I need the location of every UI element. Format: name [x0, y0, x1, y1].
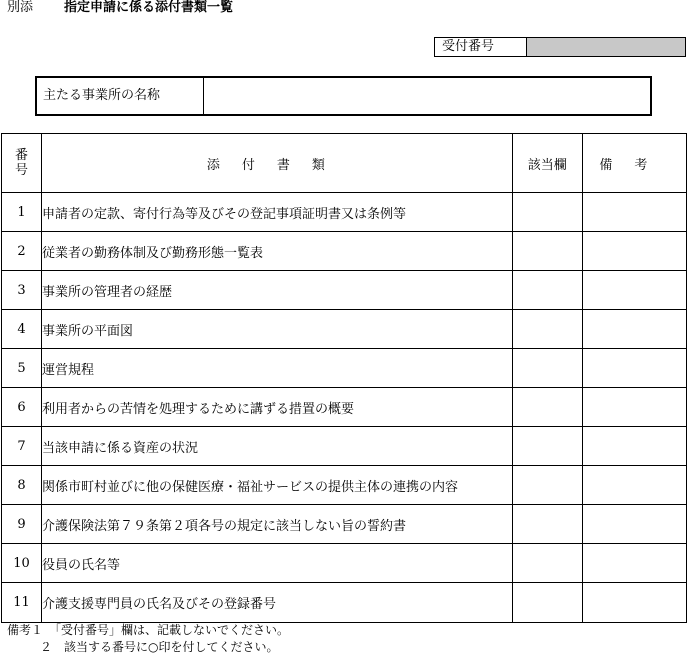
row-document: 役員の氏名等 [42, 544, 513, 583]
row-number: 11 [2, 583, 42, 623]
office-name-label: 主たる事業所の名称 [37, 78, 204, 114]
remarks-notes [7, 622, 289, 656]
row-document: 当該申請に係る資産の状況 [42, 427, 513, 466]
table-row [2, 232, 687, 271]
table-row [2, 583, 687, 623]
row-applicable-cell[interactable] [512, 232, 582, 271]
row-applicable-cell[interactable] [512, 271, 582, 310]
receipt-number-box [434, 37, 686, 57]
row-applicable-cell[interactable] [512, 505, 582, 544]
row-number: 6 [2, 388, 42, 427]
row-remarks-cell[interactable] [582, 193, 686, 232]
header-documents: 添付書類 [42, 134, 513, 193]
row-remarks-cell[interactable] [582, 349, 686, 388]
row-document: 事業所の管理者の経歴 [42, 271, 513, 310]
table-row [2, 310, 687, 349]
row-number: 2 [2, 232, 42, 271]
receipt-number-label: 受付番号 [435, 38, 527, 56]
table-row [2, 349, 687, 388]
row-remarks-cell[interactable] [582, 505, 686, 544]
row-applicable-cell[interactable] [512, 466, 582, 505]
header-number-char-2: 号 [15, 163, 29, 178]
row-number: 10 [2, 544, 42, 583]
table-header-row [2, 134, 687, 193]
row-number: 1 [2, 193, 42, 232]
row-number: 3 [2, 271, 42, 310]
row-document: 事業所の平面図 [42, 310, 513, 349]
row-applicable-cell[interactable] [512, 583, 582, 623]
row-number: 5 [2, 349, 42, 388]
row-document: 介護支援専門員の氏名及びその登録番号 [42, 583, 513, 623]
row-applicable-cell[interactable] [512, 310, 582, 349]
row-document: 関係市町村並びに他の保健医療・福祉サービスの提供主体の連携の内容 [42, 466, 513, 505]
row-number: 9 [2, 505, 42, 544]
row-number: 4 [2, 310, 42, 349]
office-name-box [35, 76, 652, 116]
row-document: 介護保険法第７９条第２項各号の規定に該当しない旨の誓約書 [42, 505, 513, 544]
row-applicable-cell[interactable] [512, 349, 582, 388]
row-remarks-cell[interactable] [582, 544, 686, 583]
row-number: 7 [2, 427, 42, 466]
table-row [2, 427, 687, 466]
header-number [2, 134, 42, 193]
row-applicable-cell[interactable] [512, 388, 582, 427]
row-remarks-cell[interactable] [582, 310, 686, 349]
row-applicable-cell[interactable] [512, 544, 582, 583]
table-row [2, 193, 687, 232]
header-remarks: 備考 [582, 134, 686, 193]
remarks-note-2: ２ 該当する番号に○印を付してください。 [40, 640, 279, 654]
row-remarks-cell[interactable] [582, 232, 686, 271]
row-remarks-cell[interactable] [582, 427, 686, 466]
row-applicable-cell[interactable] [512, 193, 582, 232]
table-row [2, 505, 687, 544]
header-applicable: 該当欄 [512, 134, 582, 193]
row-document: 従業者の勤務体制及び勤務形態一覧表 [42, 232, 513, 271]
row-remarks-cell[interactable] [582, 583, 686, 623]
office-name-field[interactable] [204, 78, 650, 114]
row-remarks-cell[interactable] [582, 388, 686, 427]
remarks-note-1: 備考１ 「受付番号」欄は、記載しないでください。 [7, 623, 290, 637]
header-number-char-1: 番 [15, 148, 29, 163]
table-row [2, 544, 687, 583]
page-title: 指定申請に係る添付書類一覧 [64, 0, 234, 15]
table-row [2, 271, 687, 310]
row-remarks-cell[interactable] [582, 466, 686, 505]
attachment-label: 別添 [7, 0, 34, 15]
row-document: 運営規程 [42, 349, 513, 388]
row-remarks-cell[interactable] [582, 271, 686, 310]
attachments-table [1, 133, 687, 623]
row-applicable-cell[interactable] [512, 427, 582, 466]
table-row [2, 466, 687, 505]
row-document: 利用者からの苦情を処理するために講ずる措置の概要 [42, 388, 513, 427]
row-document: 申請者の定款、寄付行為等及びその登記事項証明書又は条例等 [42, 193, 513, 232]
table-row [2, 388, 687, 427]
receipt-number-field[interactable] [527, 38, 685, 56]
row-number: 8 [2, 466, 42, 505]
